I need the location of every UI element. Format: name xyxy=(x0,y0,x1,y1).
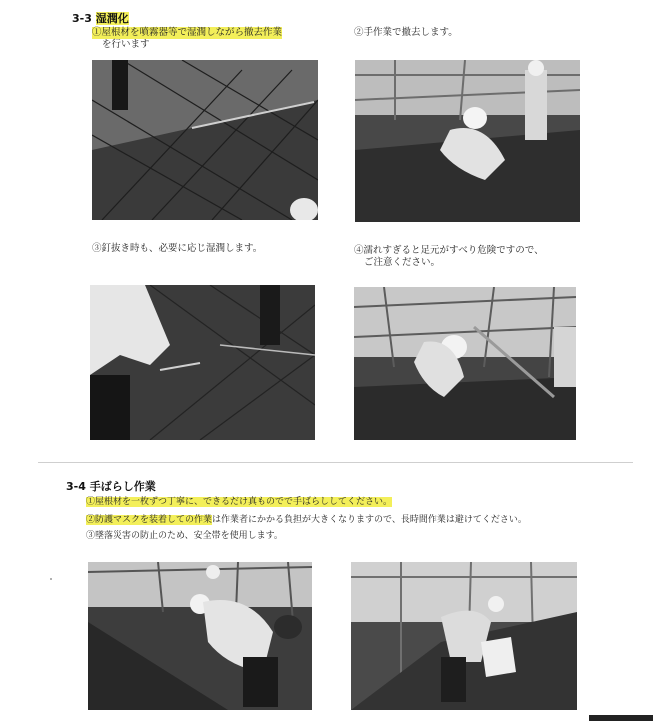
caption-3 xyxy=(92,243,262,255)
caption-1-line1: ①屋根材を噴霧器等で湿潤しながら撤去作業 xyxy=(92,27,283,38)
worker-with-bag-photo xyxy=(351,562,577,710)
item-1 xyxy=(86,496,392,508)
section-3-4-title: 手ばらし作業 xyxy=(89,480,156,493)
caption-2 xyxy=(354,27,458,39)
section-3-4-number: 3-4 xyxy=(66,480,86,493)
caption-2-line1: ②手作業で撤去します。 xyxy=(354,27,458,38)
item-1-text: できるだけ真ものでで手ばらししてください。 xyxy=(203,497,393,507)
section-3-4-heading xyxy=(66,478,156,494)
item-3 xyxy=(86,530,283,542)
scan-edge xyxy=(589,715,653,721)
item-3-text: ③墜落災害の防止のため、安全帯を使用します。 xyxy=(86,531,283,541)
caption-4-line1: ④濡れすぎると足元がすべり危険ですので、 xyxy=(354,245,544,256)
scan-speck xyxy=(50,578,52,580)
section-3-3-heading xyxy=(72,10,129,26)
roof-wetting-photo xyxy=(92,60,318,220)
caption-1-line2: を行います xyxy=(102,39,150,50)
caption-4-line2: ご注意ください。 xyxy=(364,257,441,268)
section-3-3-number: 3-3 xyxy=(72,12,92,25)
section-3-3-title: 湿潤化 xyxy=(95,12,129,25)
nail-pulling-photo xyxy=(90,285,315,440)
section-divider xyxy=(38,462,633,463)
workers-hand-dismantling-photo xyxy=(88,562,312,710)
caption-4 xyxy=(354,245,544,269)
item-2-highlight: ②防護マスクを装着しての作業 xyxy=(86,515,213,525)
item-1-highlight: ①屋根材を一枚ずつ丁寧に、 xyxy=(86,497,204,507)
item-2-text: は作業者にかかる負担が大きくなりますので、長時間作業は避けてください。 xyxy=(212,515,527,525)
caption-3-line1: ③釘抜き時も、必要に応じ湿潤します。 xyxy=(92,243,263,254)
item-2 xyxy=(86,514,527,526)
worker-removing-photo xyxy=(355,60,580,222)
caption-1 xyxy=(92,27,282,51)
worker-on-wet-roof-photo xyxy=(354,287,576,440)
